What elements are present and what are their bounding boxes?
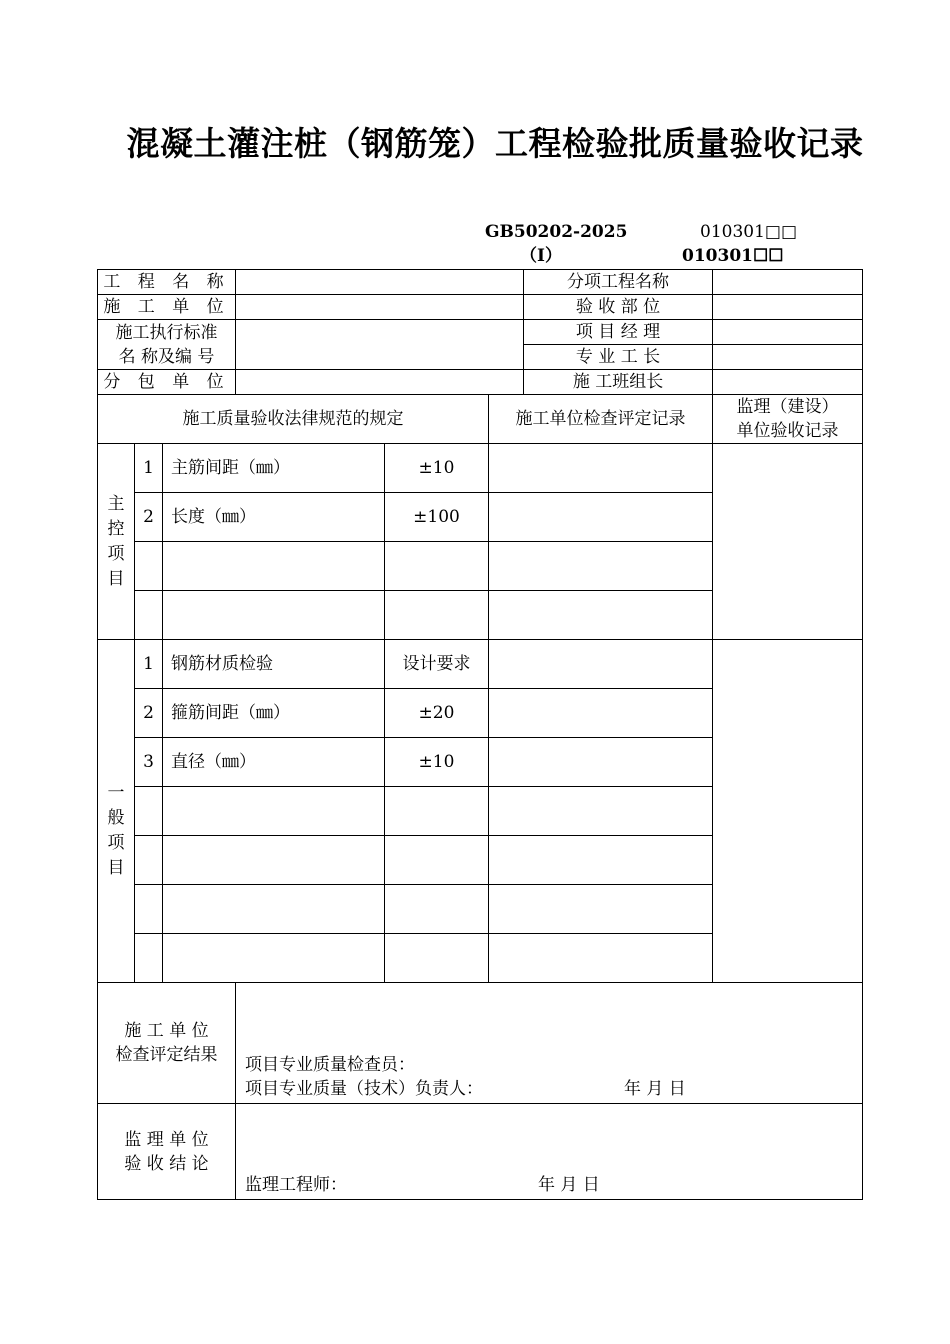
general-items-label-text: 一般项目 [107, 783, 125, 878]
standard-label [98, 320, 236, 370]
general-item-value-empty[interactable] [385, 836, 489, 885]
general-item-no-empty [135, 885, 163, 934]
project-name-label: 工 程 名 称 [98, 270, 236, 295]
general-item-value-empty[interactable] [385, 934, 489, 983]
contractor-field[interactable] [236, 295, 524, 320]
general-item-no-empty [135, 787, 163, 836]
quality-responsible-label: 项目专业质量（技术）负责人： [245, 1079, 483, 1099]
main-item-value: ±100 [385, 493, 489, 542]
general-item-value: 设计要求 [385, 640, 489, 689]
page-title: 混凝土灌注桩（钢筋笼）工程检验批质量验收记录 [126, 124, 864, 163]
main-item-no: 1 [135, 444, 163, 493]
sub-project-field[interactable] [713, 270, 863, 295]
general-item-name-empty[interactable] [163, 885, 385, 934]
acceptance-part-label: 验 收 部 位 [524, 295, 713, 320]
main-item-value-empty[interactable] [385, 542, 489, 591]
general-item-record[interactable] [489, 640, 713, 689]
supervisor-result-field[interactable] [236, 1104, 863, 1200]
project-manager-label: 项 目 经 理 [524, 320, 713, 345]
spec-column-header: 施工质量验收法律规范的规定 [98, 395, 489, 444]
form-suffix: （I） [520, 246, 562, 266]
main-item-record-empty[interactable] [489, 591, 713, 640]
subcontractor-field[interactable] [236, 370, 524, 395]
general-item-record[interactable] [489, 689, 713, 738]
project-manager-field[interactable] [713, 320, 863, 345]
contractor-date: 年 月 日 [624, 1079, 686, 1099]
inspection-record-table [97, 269, 863, 1200]
supervisor-result-label [98, 1104, 236, 1200]
general-item-no-empty [135, 934, 163, 983]
general-item-value-empty[interactable] [385, 787, 489, 836]
sub-project-label: 分项工程名称 [524, 270, 713, 295]
general-item-value: ±20 [385, 689, 489, 738]
supervisor-result-label-line-1: 监 理 单 位 [124, 1129, 209, 1150]
supervisor-header-line-2: 单位验收记录 [736, 421, 839, 441]
main-item-record[interactable] [489, 444, 713, 493]
main-item-value-empty[interactable] [385, 591, 489, 640]
project-name-field[interactable] [236, 270, 524, 295]
standard-field[interactable] [236, 320, 524, 370]
general-item-no: 3 [135, 738, 163, 787]
contractor-result-label [98, 983, 236, 1104]
main-item-record[interactable] [489, 493, 713, 542]
general-items-label [98, 640, 135, 983]
standard-label-line-2: 名 称及编 号 [118, 346, 215, 367]
general-item-value-empty[interactable] [385, 885, 489, 934]
general-item-record[interactable] [489, 738, 713, 787]
subcontractor-label: 分 包 单 位 [98, 370, 236, 395]
general-item-name: 钢筋材质检验 [163, 640, 385, 689]
general-item-no-empty [135, 836, 163, 885]
contractor-result-label-line-1: 施 工 单 位 [124, 1021, 209, 1041]
main-item-no-empty [135, 591, 163, 640]
contractor-label: 施 工 单 位 [98, 295, 236, 320]
general-item-name: 箍筋间距（㎜） [163, 689, 385, 738]
contractor-result-field[interactable] [236, 983, 863, 1104]
general-item-name: 直径（㎜） [163, 738, 385, 787]
supervisor-date: 年 月 日 [538, 1175, 600, 1195]
team-leader-label: 施 工班组长 [524, 370, 713, 395]
supervising-engineer-label: 监理工程师： [245, 1175, 347, 1195]
main-item-name-empty[interactable] [163, 591, 385, 640]
standard-label-line-1: 施工执行标准 [115, 322, 218, 343]
supervisor-header-line-1: 监理（建设） [736, 397, 839, 417]
general-item-record-empty[interactable] [489, 787, 713, 836]
main-items-label [98, 444, 135, 640]
general-item-no: 2 [135, 689, 163, 738]
supervisor-record-column-header [713, 395, 863, 444]
contractor-result-label-line-2: 检查评定结果 [115, 1045, 218, 1065]
main-item-name: 主筋间距（㎜） [163, 444, 385, 493]
main-item-value: ±10 [385, 444, 489, 493]
foreman-field[interactable] [713, 345, 863, 370]
general-item-value: ±10 [385, 738, 489, 787]
main-item-no-empty [135, 542, 163, 591]
main-item-name: 长度（㎜） [163, 493, 385, 542]
main-item-no: 2 [135, 493, 163, 542]
standard-code: GB50202-2025 [485, 222, 628, 242]
general-item-name-empty[interactable] [163, 934, 385, 983]
general-item-name-empty[interactable] [163, 836, 385, 885]
main-item-record-empty[interactable] [489, 542, 713, 591]
foreman-label: 专 业 工 长 [524, 345, 713, 370]
general-item-record-empty[interactable] [489, 934, 713, 983]
quality-inspector-label: 项目专业质量检查员： [245, 1055, 415, 1075]
form-code-secondary: 010301☐☐ [682, 246, 784, 266]
supervisor-result-label-line-2: 验 收 结 论 [124, 1153, 209, 1174]
main-items-supervisor-record[interactable] [713, 444, 863, 640]
form-code-primary: 010301□□ [700, 222, 798, 242]
general-items-supervisor-record[interactable] [713, 640, 863, 983]
general-item-record-empty[interactable] [489, 836, 713, 885]
main-items-label-text: 主控项目 [107, 493, 125, 589]
general-item-name-empty[interactable] [163, 787, 385, 836]
general-item-record-empty[interactable] [489, 885, 713, 934]
team-leader-field[interactable] [713, 370, 863, 395]
contractor-record-column-header: 施工单位检查评定记录 [489, 395, 713, 444]
main-item-name-empty[interactable] [163, 542, 385, 591]
acceptance-part-field[interactable] [713, 295, 863, 320]
general-item-no: 1 [135, 640, 163, 689]
